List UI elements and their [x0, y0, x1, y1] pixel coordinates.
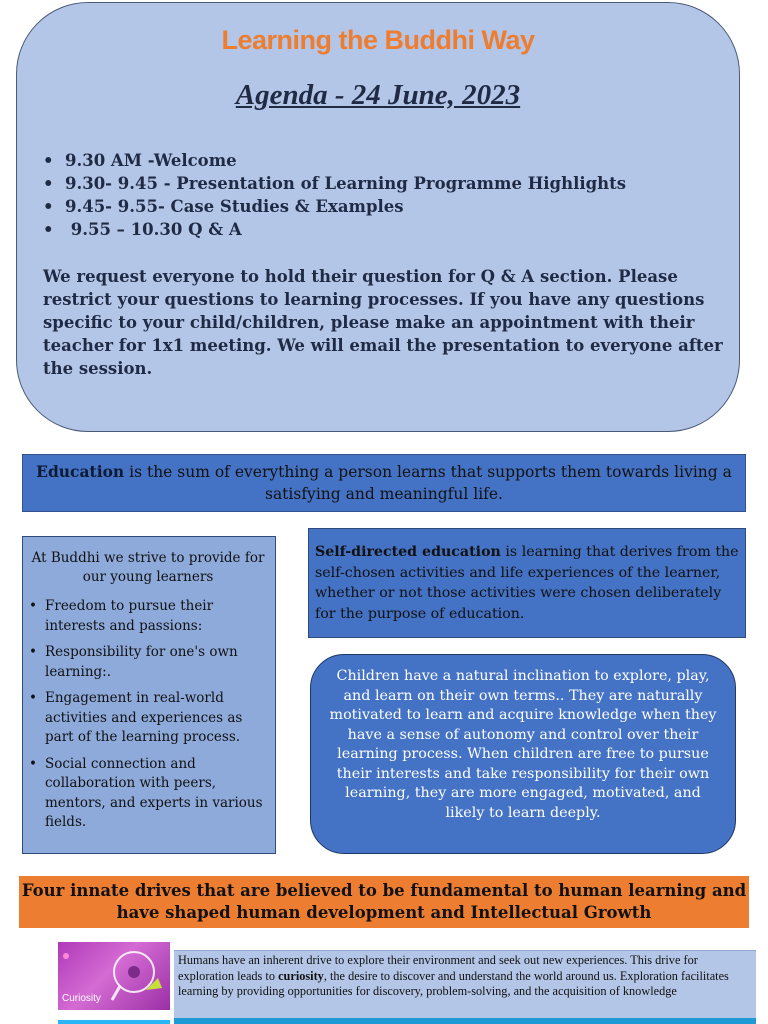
strive-intro: At Buddhi we strive to provide for our young learners — [31, 550, 265, 585]
strive-item: • Freedom to pursue their interests and passions: — [29, 597, 267, 636]
agenda-item: • 9.30 AM -Welcome — [43, 149, 626, 172]
curiosity-image-strip — [58, 1020, 170, 1024]
four-drives-heading — [19, 876, 749, 928]
children-text: Children have a natural inclination to explore, play, and learn on their own terms.. They are naturally motivated to learn and acquire knowledge when they have a sense of autonomy and control over their learning process. When children are free to pursue their interests and take responsibility for their own learning, they are more engaged, motivated, and likely to learn deeply. — [329, 668, 717, 821]
curiosity-text-after: , the desire to discover and understand the world around us. Exploration facilitates learning by providing opportunities for discovery, problem-solving, and the acquisition of knowledge — [178, 968, 729, 998]
education-term: Education — [36, 462, 125, 481]
self-directed-education-box — [308, 528, 746, 638]
strive-item: • Responsibility for one's own learning:. — [29, 643, 267, 682]
strive-item: • Social connection and collaboration with peers, mentors, and experts in various fields. — [29, 755, 267, 833]
education-definition — [35, 461, 733, 505]
strive-item: • Engagement in real-world activities and experiences as part of the learning process. — [29, 689, 267, 748]
agenda-item: • 9.30- 9.45 - Presentation of Learning Programme Highlights — [43, 172, 626, 195]
self-directed-term: Self-directed education — [315, 544, 501, 560]
curiosity-text-before: Humans have an inherent drive to explore their environment and seek out new experiences. This drive for exploration leads to — [178, 953, 698, 983]
agenda-item: • 9.55 – 10.30 Q & A — [43, 218, 626, 241]
agenda-list — [43, 149, 626, 241]
strive-panel — [22, 536, 276, 854]
agenda-note: We request everyone to hold their question for Q & A section. Please restrict your questions to learning processes. If you have any questions specific to your child/children, please make an appointment with their teacher for 1x1 meeting. We will email the presentation to everyone after the session. — [43, 267, 723, 378]
agenda-panel — [16, 2, 740, 432]
self-directed-text: is learning that derives from the self-chosen activities and life experiences of the learner, whether or not those activities were chosen deliberately for the purpose of education. — [315, 544, 739, 622]
curiosity-keyword: curiosity — [278, 968, 324, 983]
four-drives-text: Four innate drives that are believed to be fundamental to human learning and have shaped human development and Intellectual Growth — [21, 881, 747, 922]
education-definition-box — [22, 454, 746, 512]
curiosity-bottom-bar — [174, 1018, 756, 1024]
curiosity-image-label: Curiosity — [62, 993, 101, 1004]
strive-list — [29, 597, 267, 833]
agenda-item: • 9.45- 9.55- Case Studies & Examples — [43, 195, 626, 218]
page-title: Learning the Buddhi Way — [221, 25, 535, 55]
agenda-date-heading: Agenda - 24 June, 2023 — [235, 79, 521, 111]
curiosity-image — [58, 942, 170, 1010]
children-inclination-box — [310, 654, 736, 854]
education-text: is the sum of everything a person learns that supports them towards living a satisfying and meaningful life. — [124, 463, 732, 503]
curiosity-description — [174, 950, 756, 1018]
